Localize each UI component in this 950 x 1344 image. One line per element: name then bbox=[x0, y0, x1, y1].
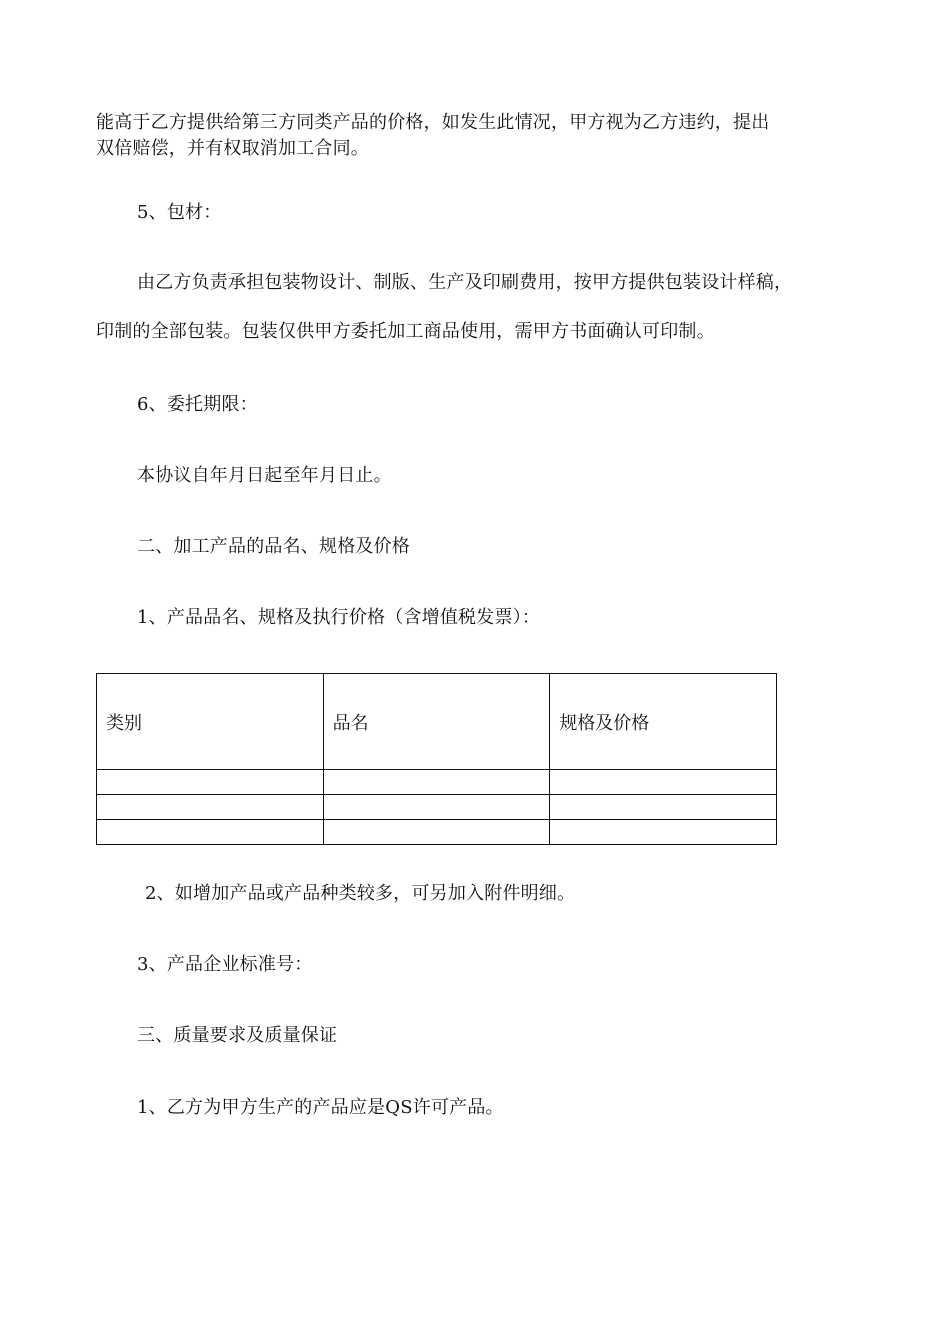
table-cell bbox=[550, 770, 777, 795]
list-item: 1、乙方为甲方生产的产品应是QS许可产品。 bbox=[137, 1097, 504, 1118]
table-row bbox=[97, 820, 777, 845]
product-table bbox=[96, 673, 777, 845]
paragraph-line: 双倍赔偿，并有权取消加工合同。 bbox=[96, 138, 369, 159]
table-cell bbox=[550, 820, 777, 845]
table-header-cell: 规格及价格 bbox=[550, 674, 777, 770]
table-cell bbox=[550, 795, 777, 820]
table-row bbox=[97, 770, 777, 795]
table-row bbox=[97, 795, 777, 820]
paragraph-line: 能高于乙方提供给第三方同类产品的价格，如发生此情况，甲方视为乙方违约，提出 bbox=[96, 112, 770, 133]
table-header-cell: 品名 bbox=[323, 674, 550, 770]
paragraph-line: 印制的全部包装。包装仅供甲方委托加工商品使用，需甲方书面确认可印制。 bbox=[96, 321, 715, 342]
paragraph-line: 本协议自年月日起至年月日止。 bbox=[137, 465, 392, 486]
part-heading-products: 二、加工产品的品名、规格及价格 bbox=[137, 536, 410, 557]
table-cell bbox=[323, 770, 550, 795]
section-heading-packaging: 5、包材： bbox=[137, 202, 222, 223]
list-item: 2、如增加产品或产品种类较多，可另加入附件明细。 bbox=[145, 883, 576, 904]
part-heading-quality: 三、质量要求及质量保证 bbox=[137, 1025, 338, 1046]
table-header-cell: 类别 bbox=[97, 674, 324, 770]
table-cell bbox=[97, 770, 324, 795]
table-header-row bbox=[97, 674, 777, 770]
table-cell bbox=[323, 795, 550, 820]
paragraph-line: 由乙方负责承担包装物设计、制版、生产及印刷费用，按甲方提供包装设计样稿， bbox=[137, 272, 793, 293]
table-cell bbox=[97, 795, 324, 820]
list-item: 3、产品企业标准号： bbox=[137, 954, 313, 975]
section-heading-term: 6、委托期限： bbox=[137, 394, 258, 415]
table-cell bbox=[323, 820, 550, 845]
list-item: 1、产品品名、规格及执行价格（含增值税发票）： bbox=[137, 607, 541, 628]
table-cell bbox=[97, 820, 324, 845]
